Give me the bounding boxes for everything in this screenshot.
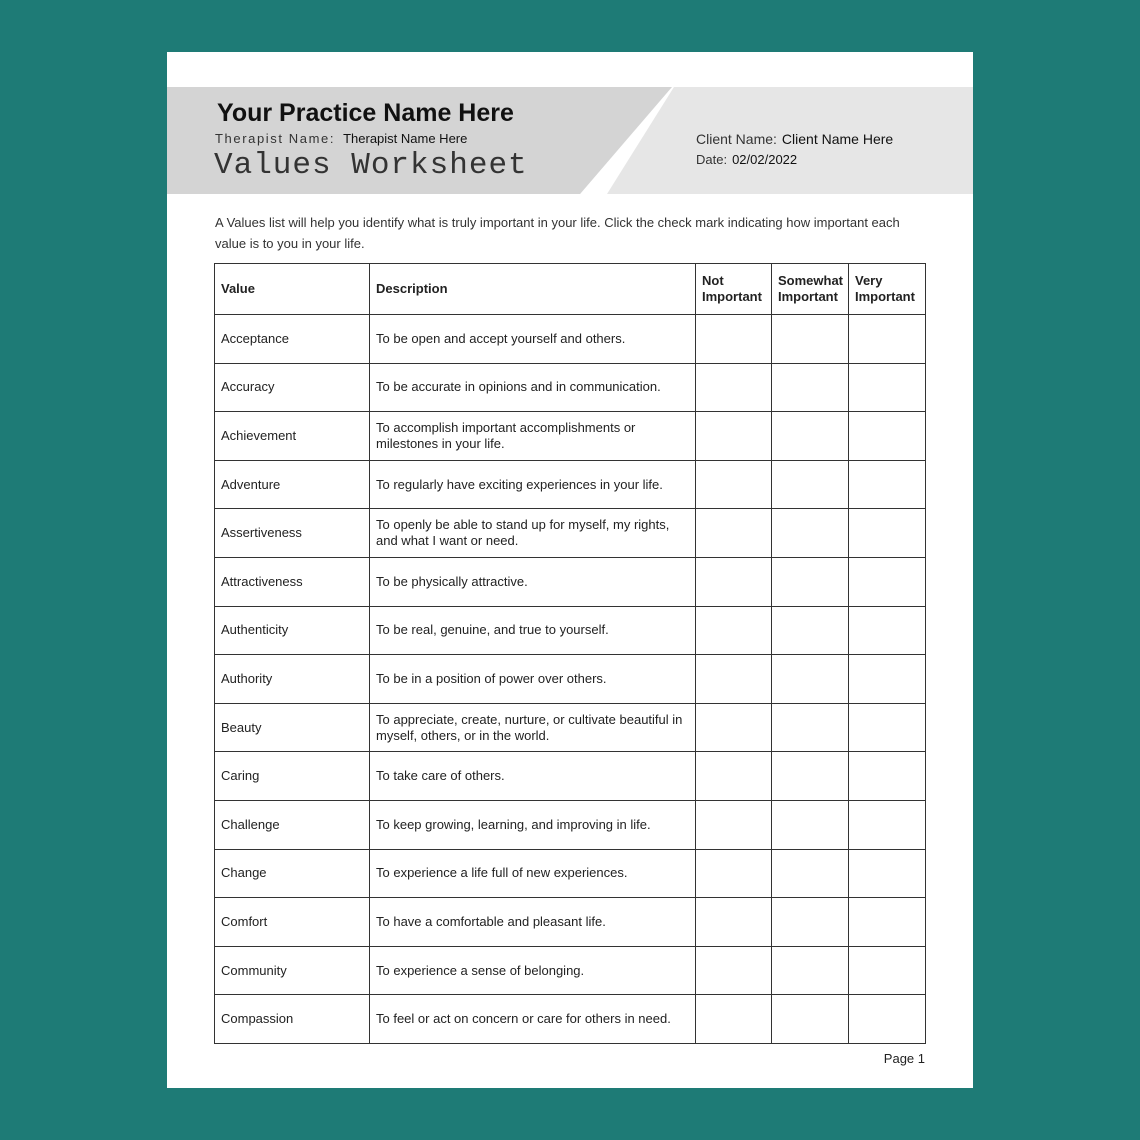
very-important-checkbox[interactable]: [849, 315, 926, 364]
not-important-checkbox[interactable]: [696, 606, 772, 655]
header-not-important: Not Important: [696, 264, 772, 315]
not-important-checkbox[interactable]: [696, 898, 772, 947]
description-cell: To openly be able to stand up for myself, my rights, and what I want or need.: [370, 509, 696, 558]
somewhat-important-checkbox[interactable]: [772, 752, 849, 801]
intro-text: A Values list will help you identify what is truly important in your life. Click the check mark indicating how important each value is to you in your life.: [215, 215, 900, 251]
value-cell: Challenge: [215, 800, 370, 849]
not-important-checkbox[interactable]: [696, 849, 772, 898]
somewhat-important-checkbox[interactable]: [772, 363, 849, 412]
somewhat-important-checkbox[interactable]: [772, 946, 849, 995]
somewhat-important-checkbox[interactable]: [772, 412, 849, 461]
value-cell: Adventure: [215, 460, 370, 509]
somewhat-important-checkbox[interactable]: [772, 849, 849, 898]
somewhat-important-checkbox[interactable]: [772, 509, 849, 558]
table-row: [215, 849, 926, 898]
not-important-checkbox[interactable]: [696, 412, 772, 461]
description-cell: To appreciate, create, nurture, or cultivate beautiful in myself, others, or in the world.: [370, 703, 696, 752]
table-row: [215, 606, 926, 655]
header-description: Description: [370, 264, 696, 315]
therapist-line: [215, 131, 467, 146]
value-cell: Compassion: [215, 995, 370, 1044]
description-cell: To have a comfortable and pleasant life.: [370, 898, 696, 947]
value-cell: Accuracy: [215, 363, 370, 412]
not-important-checkbox[interactable]: [696, 946, 772, 995]
value-cell: Authenticity: [215, 606, 370, 655]
table-row: [215, 412, 926, 461]
value-cell: Achievement: [215, 412, 370, 461]
not-important-checkbox[interactable]: [696, 460, 772, 509]
not-important-checkbox[interactable]: [696, 995, 772, 1044]
value-cell: Attractiveness: [215, 557, 370, 606]
client-line: [696, 131, 893, 147]
date-label: Date:: [696, 152, 728, 167]
worksheet-title: Values Worksheet: [214, 148, 528, 183]
somewhat-important-checkbox[interactable]: [772, 703, 849, 752]
table-row: [215, 800, 926, 849]
not-important-checkbox[interactable]: [696, 315, 772, 364]
very-important-checkbox[interactable]: [849, 606, 926, 655]
table-row: [215, 703, 926, 752]
description-cell: To be physically attractive.: [370, 557, 696, 606]
description-cell: To be accurate in opinions and in communication.: [370, 363, 696, 412]
table-row: [215, 995, 926, 1044]
table-row: [215, 655, 926, 704]
date-field[interactable]: 02/02/2022: [732, 152, 798, 167]
header-very-important: Very Important: [849, 264, 926, 315]
somewhat-important-checkbox[interactable]: [772, 606, 849, 655]
very-important-checkbox[interactable]: [849, 509, 926, 558]
value-cell: Acceptance: [215, 315, 370, 364]
very-important-checkbox[interactable]: [849, 752, 926, 801]
description-cell: To keep growing, learning, and improving in life.: [370, 800, 696, 849]
header-value: Value: [215, 264, 370, 315]
very-important-checkbox[interactable]: [849, 703, 926, 752]
very-important-checkbox[interactable]: [849, 363, 926, 412]
table-row: [215, 315, 926, 364]
therapist-label: Therapist Name:: [215, 131, 336, 146]
description-cell: To experience a sense of belonging.: [370, 946, 696, 995]
values-table: [214, 263, 926, 1044]
table-row: [215, 363, 926, 412]
description-cell: To take care of others.: [370, 752, 696, 801]
value-cell: Community: [215, 946, 370, 995]
client-field[interactable]: Client Name Here: [781, 131, 894, 147]
description-cell: To feel or act on concern or care for others in need.: [370, 995, 696, 1044]
therapist-field[interactable]: Therapist Name Here: [343, 131, 468, 146]
somewhat-important-checkbox[interactable]: [772, 655, 849, 704]
table-header-row: [215, 264, 926, 315]
value-cell: Change: [215, 849, 370, 898]
date-line: [696, 152, 797, 167]
page-number: Page 1: [883, 1051, 925, 1066]
not-important-checkbox[interactable]: [696, 800, 772, 849]
table-row: [215, 752, 926, 801]
client-label: Client Name:: [696, 131, 777, 147]
not-important-checkbox[interactable]: [696, 655, 772, 704]
practice-name: Your Practice Name Here: [217, 99, 514, 127]
value-cell: Assertiveness: [215, 509, 370, 558]
not-important-checkbox[interactable]: [696, 363, 772, 412]
not-important-checkbox[interactable]: [696, 703, 772, 752]
not-important-checkbox[interactable]: [696, 752, 772, 801]
description-cell: To regularly have exciting experiences in your life.: [370, 460, 696, 509]
very-important-checkbox[interactable]: [849, 460, 926, 509]
table-row: [215, 946, 926, 995]
description-cell: To accomplish important accomplishments or milestones in your life.: [370, 412, 696, 461]
somewhat-important-checkbox[interactable]: [772, 898, 849, 947]
very-important-checkbox[interactable]: [849, 946, 926, 995]
somewhat-important-checkbox[interactable]: [772, 460, 849, 509]
value-cell: Authority: [215, 655, 370, 704]
very-important-checkbox[interactable]: [849, 898, 926, 947]
table-row: [215, 509, 926, 558]
somewhat-important-checkbox[interactable]: [772, 557, 849, 606]
description-cell: To be open and accept yourself and others.: [370, 315, 696, 364]
value-cell: Caring: [215, 752, 370, 801]
worksheet-page: [167, 52, 973, 1088]
value-cell: Comfort: [215, 898, 370, 947]
description-cell: To be real, genuine, and true to yourself.: [370, 606, 696, 655]
very-important-checkbox[interactable]: [849, 849, 926, 898]
not-important-checkbox[interactable]: [696, 509, 772, 558]
not-important-checkbox[interactable]: [696, 557, 772, 606]
header-somewhat-important: Somewhat Important: [772, 264, 849, 315]
table-row: [215, 898, 926, 947]
value-cell: Beauty: [215, 703, 370, 752]
table-row: [215, 557, 926, 606]
table-row: [215, 460, 926, 509]
somewhat-important-checkbox[interactable]: [772, 800, 849, 849]
description-cell: To experience a life full of new experiences.: [370, 849, 696, 898]
somewhat-important-checkbox[interactable]: [772, 315, 849, 364]
very-important-checkbox[interactable]: [849, 995, 926, 1044]
somewhat-important-checkbox[interactable]: [772, 995, 849, 1044]
description-cell: To be in a position of power over others.: [370, 655, 696, 704]
very-important-checkbox[interactable]: [849, 557, 926, 606]
very-important-checkbox[interactable]: [849, 655, 926, 704]
very-important-checkbox[interactable]: [849, 412, 926, 461]
very-important-checkbox[interactable]: [849, 800, 926, 849]
